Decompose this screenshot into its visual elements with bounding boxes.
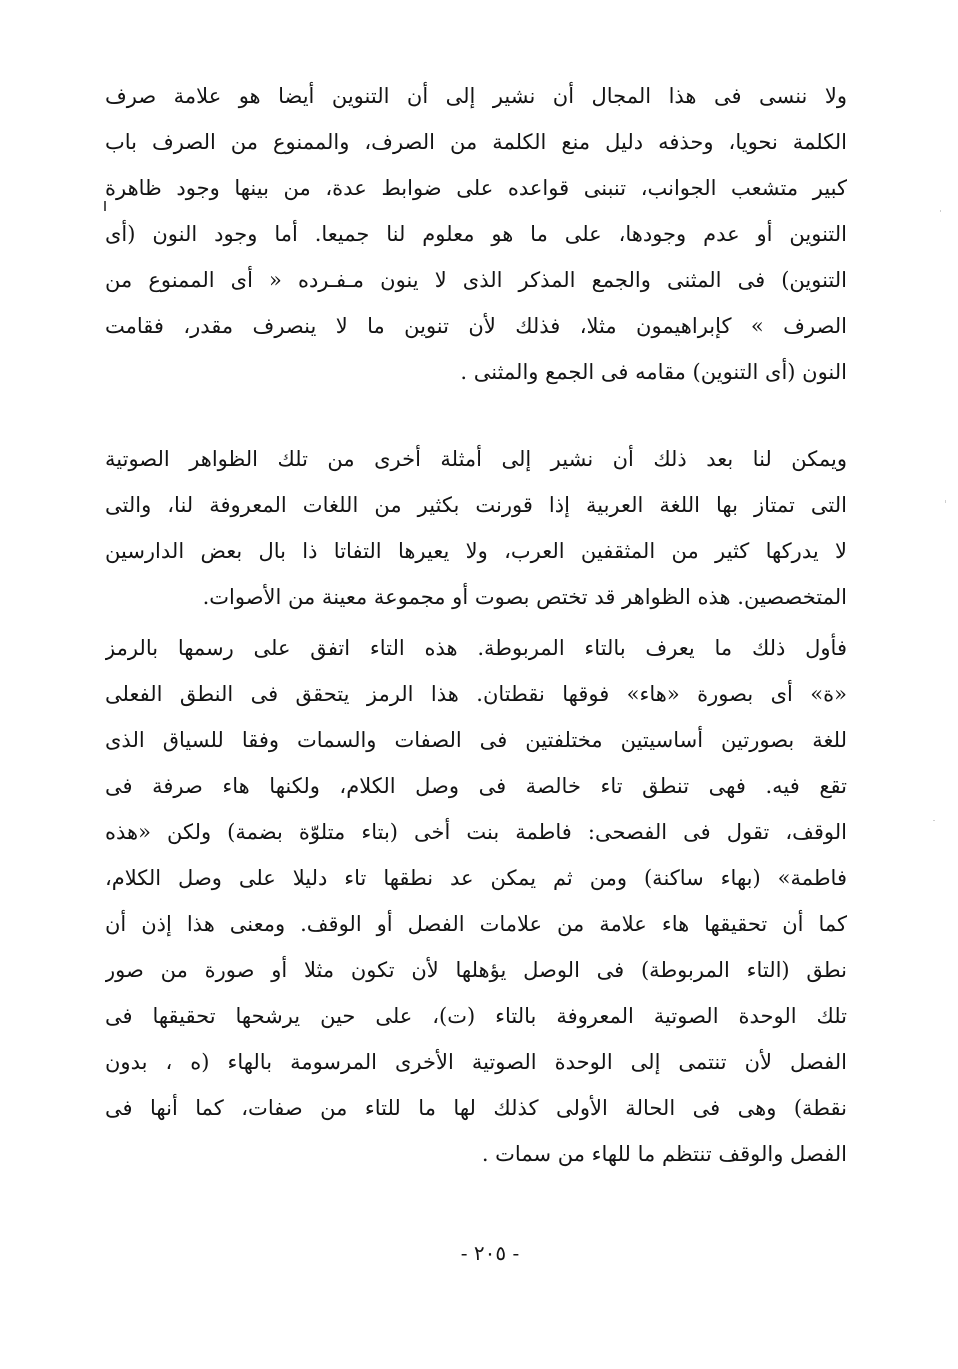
paragraph-line: الكلمة نحويا، وحذفه دليل منع الكلمة من الصرف، والممنوع من الصرف باب bbox=[105, 130, 847, 154]
scan-speck bbox=[940, 210, 941, 212]
paragraph-line: تلك الوحدة الصوتية المعروفة بالتاء (ت)، على حين يرشحها تحقيقها فى bbox=[105, 1004, 847, 1028]
paragraph-line: ولا ننسى فى هذا المجال أن نشير إلى أن التنوين أيضا هو علامة صرف bbox=[105, 84, 847, 108]
paragraph-line: نقطة) وهى فى الحالة الأولى كذلك لها ما للتاء من صفات، كما أنها فى bbox=[105, 1096, 847, 1120]
paragraph-line: ويمكن لنا بعد ذلك أن نشير إلى أمثلة أخرى من تلك الظواهر الصوتية bbox=[105, 447, 847, 471]
paragraph-line: التنوين أو عدم وجودها، على ما هو معلوم لنا جميعا. أما وجود النون (أى bbox=[105, 222, 847, 246]
paragraph-line: كما أن تحقيقها هاء علامة من علامات الفصل أو الوقف. ومعنى هذا إذن أن bbox=[105, 912, 847, 936]
paragraph-line: تقع فيه. فهى تنطق تاء خالصة فى وصل الكلام، ولكنها هاء صرفة فى bbox=[105, 774, 847, 798]
scan-speck bbox=[945, 500, 946, 503]
paragraph-line: نطق (التاء المربوطة) فى الوصل يؤهلها لأن تكون مثلا أو صورة من صور bbox=[105, 958, 847, 982]
paragraph-line: المتخصصين. هذه الظواهر قد تختص بصوت أو مجموعة معينة من الأصوات. bbox=[202, 585, 847, 609]
paragraph-line: الصرف » كإبراهيمون مثلا، فذلك لأن تنوين ما لا ينصرف مقدر، فقامت bbox=[105, 314, 847, 338]
paragraph-line: فأول ذلك ما يعرف بالتاء المربوطة. هذه التاء اتفق على رسمها بالرمز bbox=[105, 636, 847, 660]
paragraph-line: الوقف، تقول فى الفصحى: فاطمة بنت أخى (بتاء متلوّة بضمة) ولكن «هذه bbox=[105, 820, 847, 844]
paragraph-tanween bbox=[105, 73, 847, 395]
paragraph-taa-marbuta bbox=[105, 625, 847, 1177]
paragraph-line: للغة بصورتين أساسيتين مختلفتين فى الصفات والسمات وفقا للسياق الذى bbox=[105, 728, 847, 752]
paragraph-line: التنوين) فى المثنى والجمع المذكر الذى لا ينون مـفـرده « أى الممنوع من bbox=[105, 268, 847, 292]
page-number: - ٢٠٥ - bbox=[460, 1241, 520, 1265]
paragraph-line: الفصل لأن تنتمى إلى الوحدة الصوتية الأخرى المرسومة بالهاء (ه ، بدون bbox=[105, 1050, 847, 1074]
paragraph-phonetic-phenomena bbox=[105, 436, 847, 620]
paragraph-line: الفصل والوقف تنتظم ما للهاء من سمات . bbox=[481, 1142, 847, 1166]
scan-speck bbox=[933, 820, 935, 821]
paragraph-line: النون (أى التنوين) مقامه فى الجمع والمثنى . bbox=[460, 360, 847, 384]
paragraph-line: التى تمتاز بها اللغة العربية إذا قورنت بكثير من اللغات المعروفة لنا، والتى bbox=[105, 493, 847, 517]
paragraph-line: «ة» أى بصورة «هاء» فوقها نقطتان. هذا الرمز يتحقق فى النطق الفعلى bbox=[105, 682, 847, 706]
paragraph-line: كبير متشعب الجوانب، تنبنى قواعده على ضوابط عدة، من بينها وجود ظاهرة bbox=[105, 176, 847, 200]
scan-speck bbox=[104, 201, 106, 211]
paragraph-line: فاطمة» (بهاء ساكنة) ومن ثم يمكن عد نطقها تاء دليلا على وصل الكلام، bbox=[105, 866, 847, 890]
paragraph-line: لا يدركها كثير من المثقفين العرب، ولا يعيرها التفاتا ذا بال بعض الدارسين bbox=[105, 539, 847, 563]
